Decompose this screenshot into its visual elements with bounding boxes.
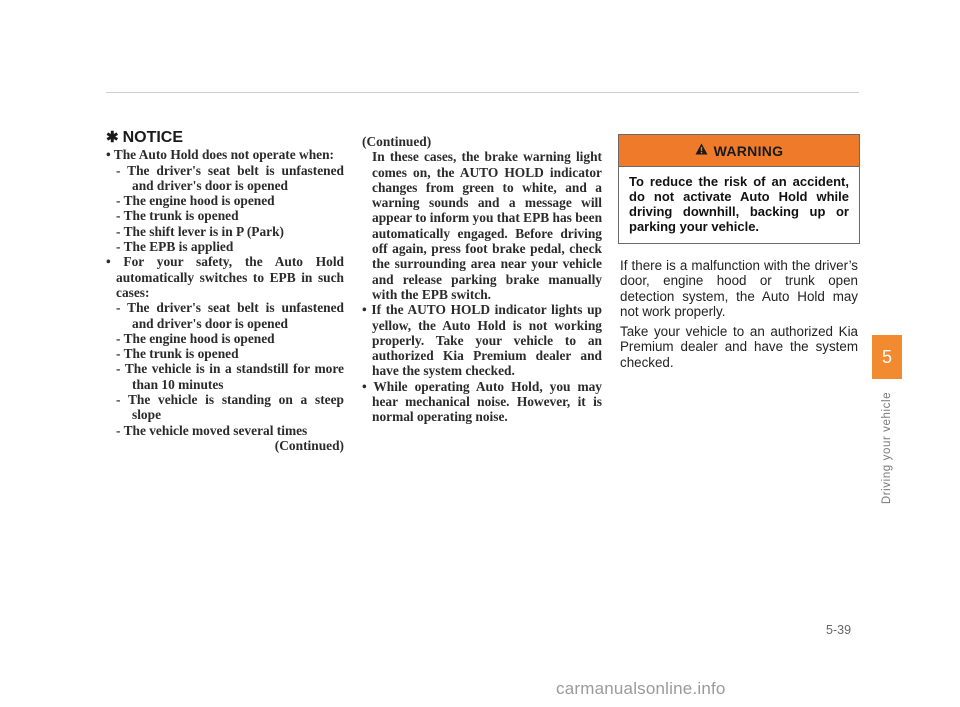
notice-heading [106,130,344,145]
continued-label: (Continued) [362,134,432,149]
chapter-tab [872,335,902,379]
warning-box [618,134,860,244]
notice-item: • The Auto Hold does not operate when: [106,147,335,163]
warning-triangle-icon [695,143,708,158]
body-column [620,258,858,375]
chapter-title: Driving your vehicle [881,391,893,505]
notice-item: - The vehicle moved several times [116,422,308,438]
notice-star-icon: ✱ [106,129,119,146]
notice-item: - The shift lever is in P (Park) [116,223,284,239]
notice-item: - The driver's seat belt is unfastened and driver's door is opened [116,300,344,331]
notice-item: - The trunk is opened [116,208,239,224]
warning-header [619,135,859,167]
notice-item: - The EPB is applied [116,239,234,255]
notice-continued-column [362,134,602,425]
body-paragraph: Take your vehicle to an authorized Kia Premium dealer and have the system checked. [620,324,858,370]
notice-item: • While operating Auto Hold, you may hear mechanical noise. However, it is normal operating noise. [362,378,602,425]
notice-item: - The engine hood is opened [116,193,275,209]
warning-text: To reduce the risk of an accident, do not activate Auto Hold while driving downhill, backing up or parking your vehicle. [629,174,849,234]
notice-title: NOTICE [122,129,184,146]
continued-label: (Continued) [274,437,344,453]
notice-item: - The engine hood is opened [116,330,275,346]
notice-item: • For your safety, the Auto Hold automatically switches to EPB in such cases: [106,254,344,300]
notice-item: • If the AUTO HOLD indicator lights up yellow, the Auto Hold is not working properly. Take your vehicle to an authorized Kia Premium dealer and have the system checked. [362,302,602,379]
notice-item: - The vehicle is standing on a steep slope [116,392,344,423]
watermark: carmanualsonline.info [556,679,726,698]
page-number: 5-39 [826,623,852,637]
notice-continued-paragraph: In these cases, the brake warning light comes on, the AUTO HOLD indicator changes from green to white, and a warning sounds and a message will appear to inform you that EPB has been automatically engaged. Before driving off again, press foot brake pedal, check the surrounding area near your vehicle and release parking brake manually with the EPB switch. [372,149,603,302]
notice-item: - The vehicle is in a standstill for more than 10 minutes [116,361,344,392]
notice-column [106,130,344,453]
header-rule [106,92,859,93]
body-paragraph: If there is a malfunction with the driver’s door, engine hood or trunk open detection system, the Auto Hold may not work properly. [620,258,858,319]
chapter-number: 5 [881,346,892,367]
notice-item: - The trunk is opened [116,346,239,362]
warning-title: WARNING [713,142,784,159]
notice-item: - The driver's seat belt is unfastened and driver's door is opened [116,162,344,193]
